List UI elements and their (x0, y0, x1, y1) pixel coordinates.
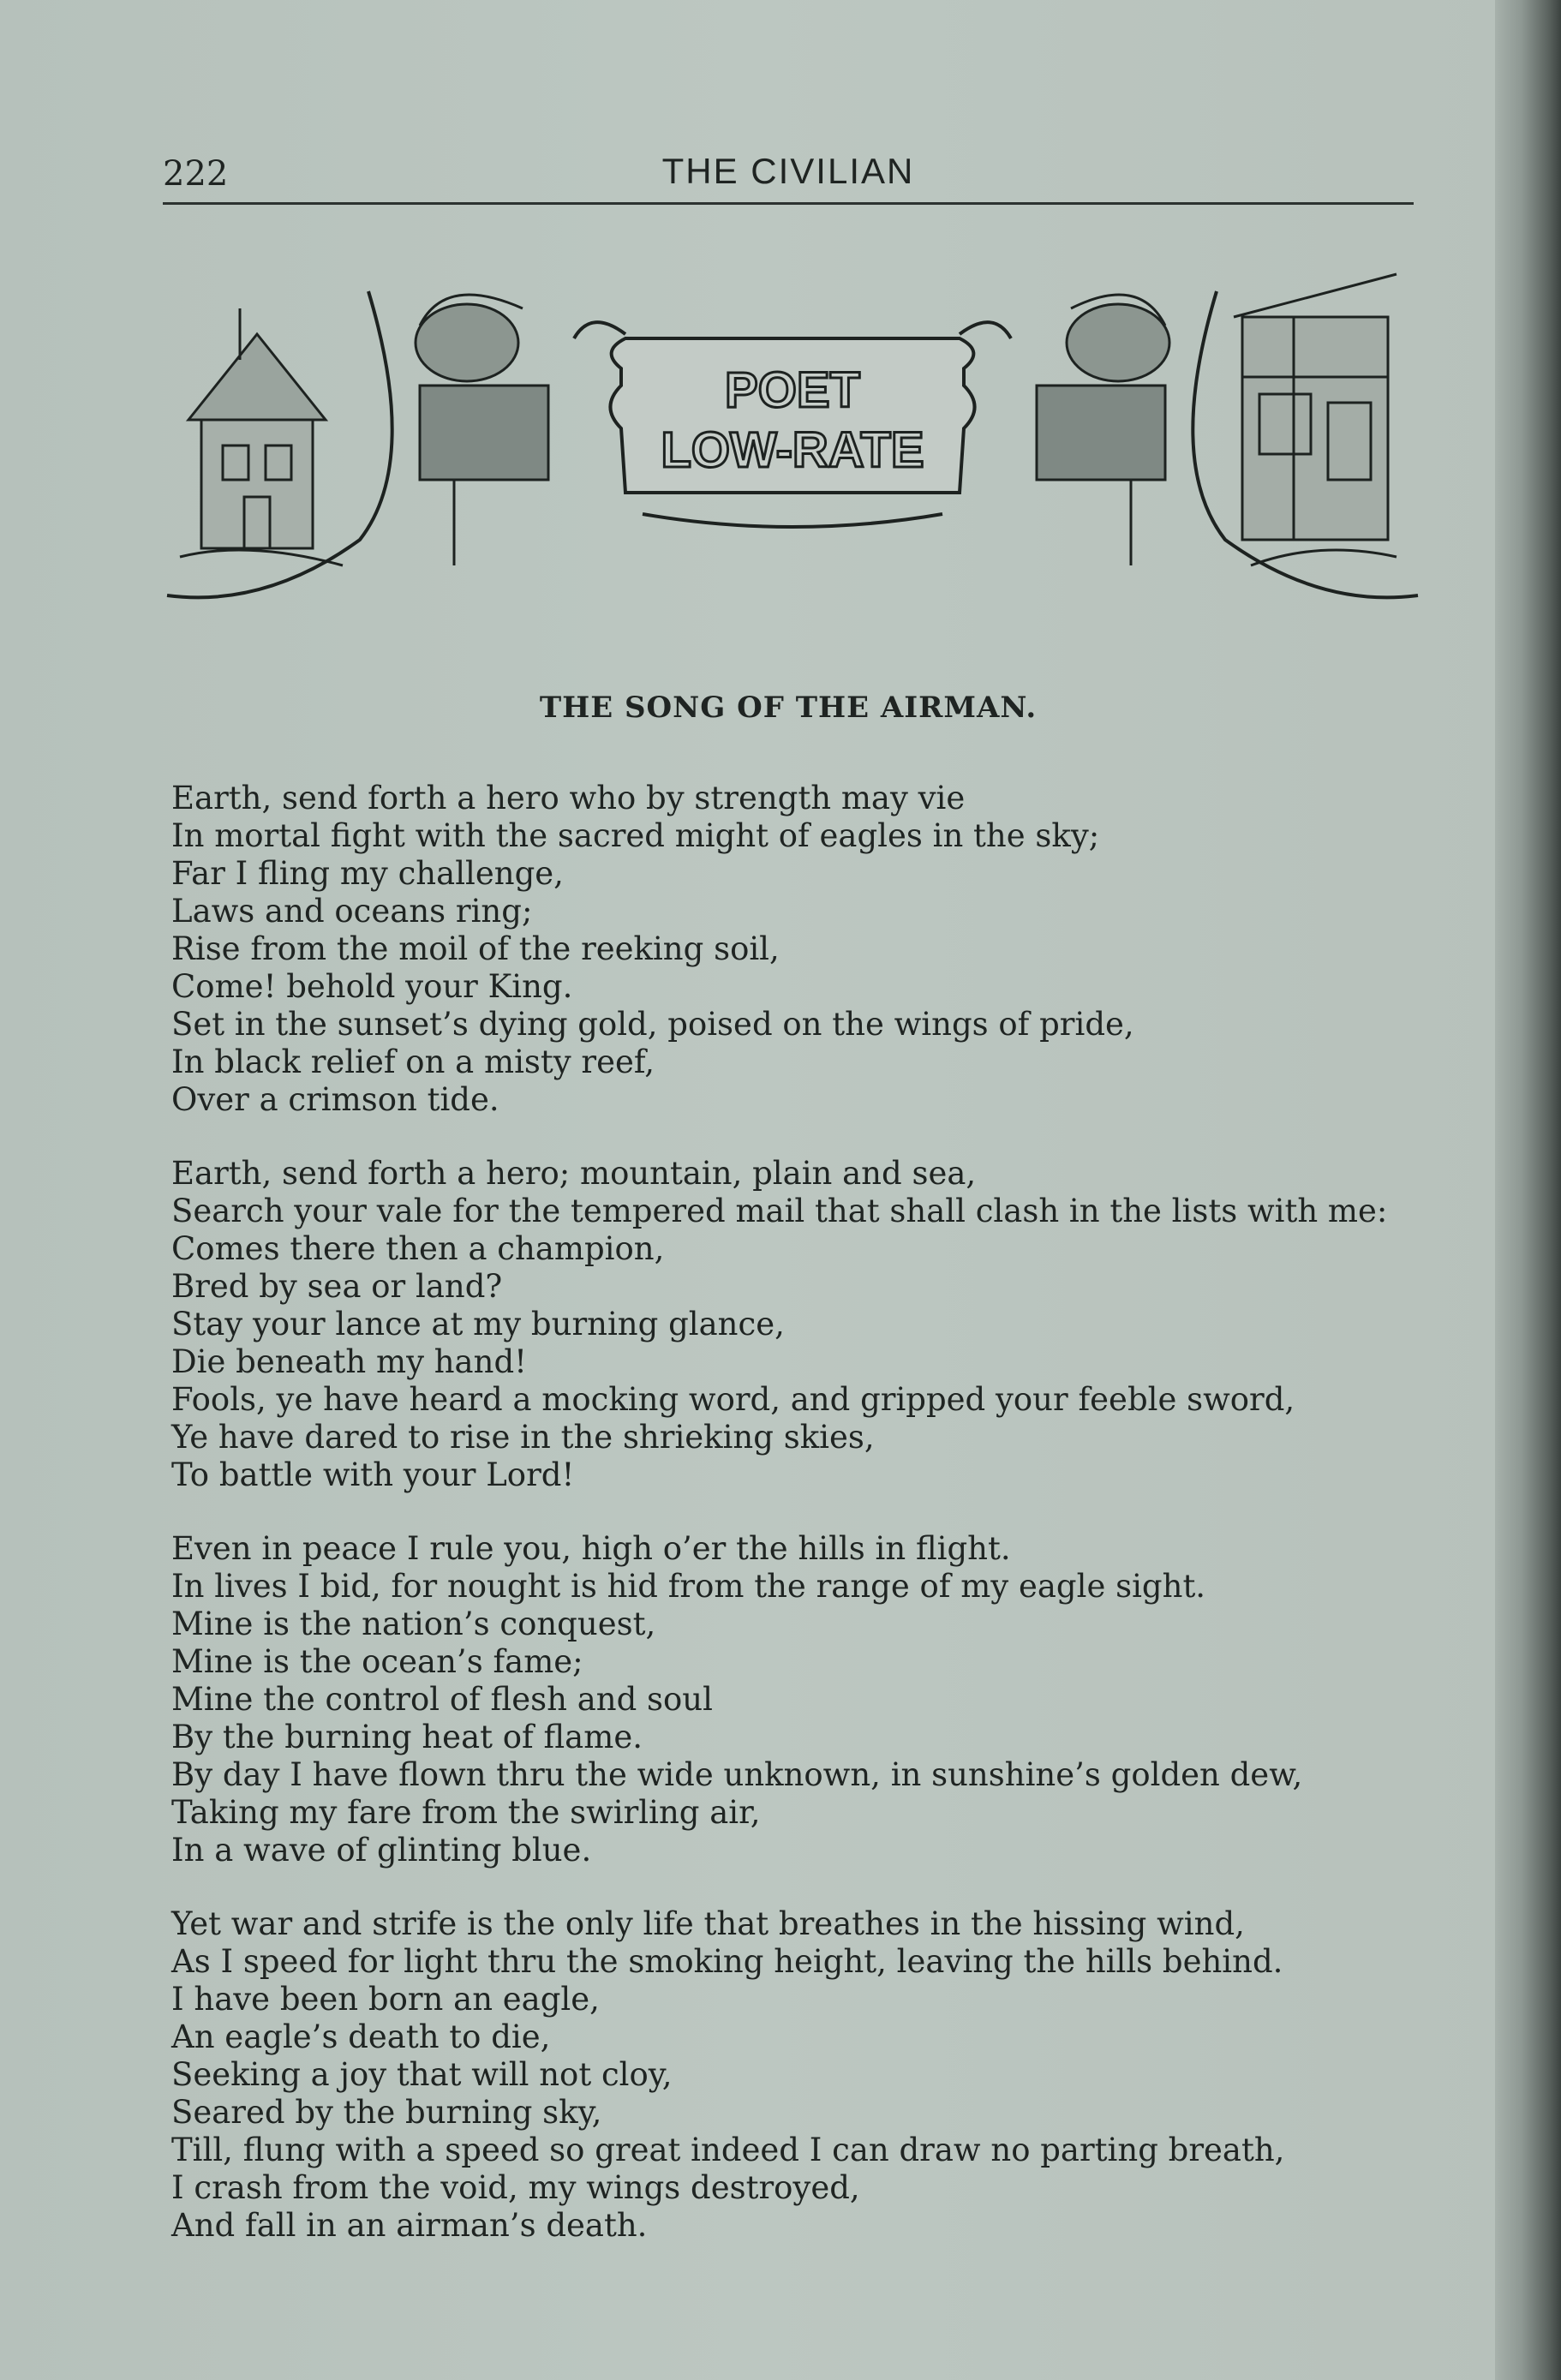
header-rule (163, 202, 1414, 205)
page-number: 222 (163, 154, 229, 194)
poem-line: Mine is the ocean’s fame; (171, 1643, 583, 1680)
banner-illustration (163, 257, 1422, 617)
poem-line: I have been born an eagle, (171, 1981, 600, 2018)
poem-line: Laws and oceans ring; (171, 893, 533, 930)
poem-line: To battle with your Lord! (171, 1456, 575, 1493)
poem-line: Earth, send forth a hero; mountain, plain and sea, (171, 1155, 977, 1192)
poem-line: I crash from the void, my wings destroyed, (171, 2169, 860, 2206)
stanza-4 (171, 1905, 1456, 2245)
poem-line: Far I fling my challenge, (171, 855, 564, 892)
poem-line: Stay your lance at my burning glance, (171, 1306, 785, 1342)
poem-line: Search your vale for the tempered mail that shall clash in the lists with me: (171, 1193, 1388, 1229)
poem-line: And fall in an airman’s death. (171, 2207, 648, 2244)
poem-line: Yet war and strife is the only life that breathes in the hissing wind, (171, 1905, 1245, 1942)
banner-line-low-rate: LOW-RATE (661, 422, 924, 478)
poem-body (171, 780, 1456, 2281)
poem-line: Rise from the moil of the reeking soil, (171, 930, 780, 967)
stone-panel-right (1037, 386, 1165, 480)
stone-panel-left (420, 386, 548, 480)
poem-line: Fools, ye have heard a mocking word, and gripped your feeble sword, (171, 1381, 1295, 1418)
poem-line: Comes there then a champion, (171, 1230, 665, 1267)
poem-line: An eagle’s death to die, (171, 2018, 551, 2055)
poem-line: Bred by sea or land? (171, 1268, 503, 1305)
poem-line: In mortal fight with the sacred might of eagles in the sky; (171, 817, 1100, 854)
poem-line: Mine the control of flesh and soul (171, 1681, 713, 1718)
poem-line: Mine is the nation’s conquest, (171, 1606, 656, 1642)
poem-title: THE SONG OF THE AIRMAN. (539, 691, 1038, 725)
interior-scene-icon (1234, 274, 1397, 565)
decorative-banner (163, 257, 1422, 617)
poem-line: Earth, send forth a hero who by strength may vie (171, 780, 966, 816)
poem-line: Even in peace I rule you, high o’er the hills in flight. (171, 1530, 1011, 1567)
poem-line: In lives I bid, for nought is hid from the range of my eagle sight. (171, 1568, 1206, 1605)
poem-line: In black relief on a misty reef, (171, 1043, 655, 1080)
poem-line: As I speed for light thru the smoking height, leaving the hills behind. (171, 1943, 1283, 1980)
poem-line: Die beneath my hand! (171, 1343, 528, 1380)
poem-line: Seared by the burning sky, (171, 2094, 602, 2131)
running-title: THE CIVILIAN (661, 151, 915, 191)
poem-line: Set in the sunset’s dying gold, poised on the wings of pride, (171, 1006, 1134, 1043)
stanza-1 (171, 780, 1456, 1119)
cottage-icon (180, 308, 343, 565)
banner-line-poet: POET (725, 362, 860, 418)
stanza-3 (171, 1530, 1456, 1869)
poem-line: Till, flung with a speed so great indeed I can draw no parting breath, (171, 2132, 1285, 2168)
poem-line: Ye have dared to rise in the shrieking skies, (171, 1419, 875, 1456)
poem-line: Seeking a joy that will not cloy, (171, 2056, 673, 2093)
stanza-2 (171, 1155, 1456, 1494)
poem-line: Come! behold your King. (171, 968, 573, 1005)
poem-line: In a wave of glinting blue. (171, 1832, 592, 1869)
poem-line: Over a crimson tide. (171, 1081, 499, 1118)
poem-line: Taking my fare from the swirling air, (171, 1794, 761, 1831)
poem-line: By the burning heat of flame. (171, 1719, 643, 1755)
poem-line: By day I have flown thru the wide unknown, in sunshine’s golden dew, (171, 1756, 1303, 1793)
book-spine (1495, 0, 1561, 2380)
